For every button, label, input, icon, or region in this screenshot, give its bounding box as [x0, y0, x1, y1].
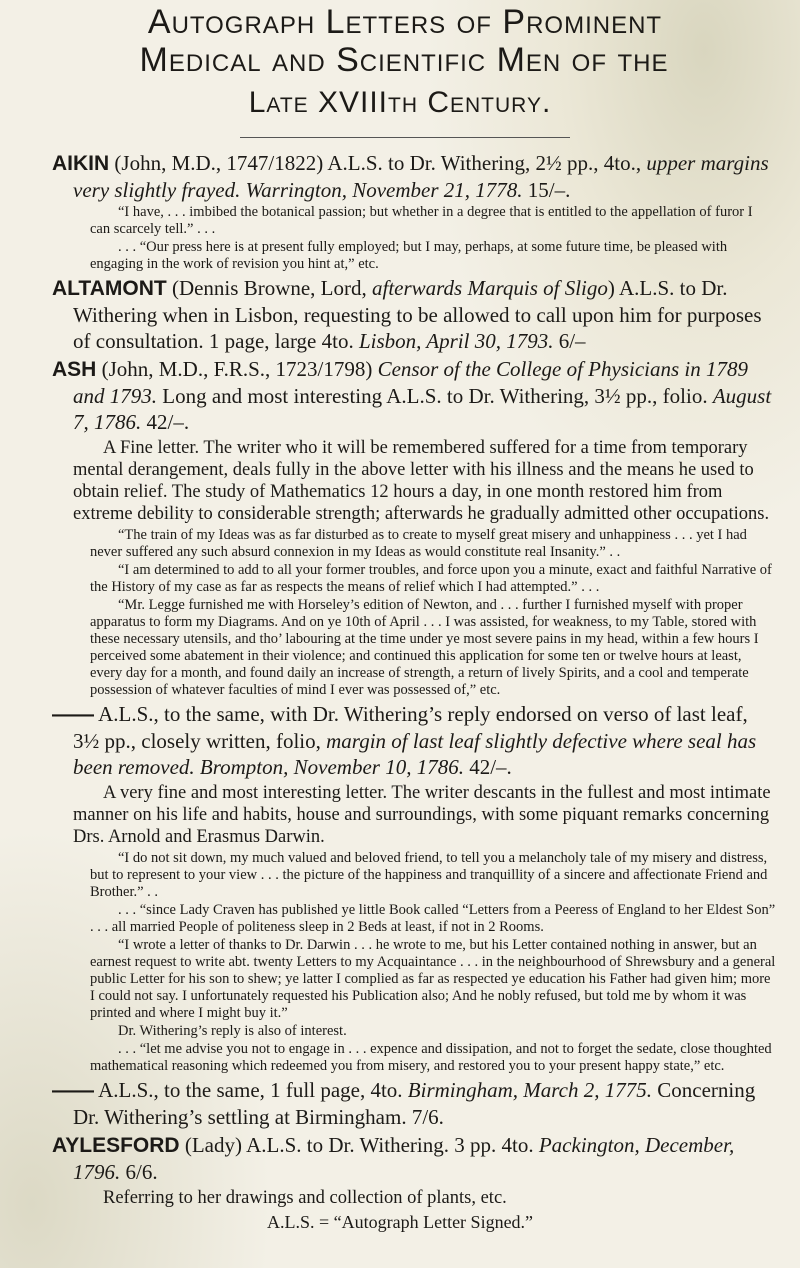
entry-3 — [0, 356, 800, 699]
entry-number — [28, 150, 52, 176]
entry-name: AYLESFORD — [52, 1134, 180, 1157]
entry-description: A very fine and most interesting letter. The writer descants in the fullest and most intimate manner on his life and habits, house and surroundings, with some piquant remarks concerning Drs. Arnold and Erasmus Darwin. — [73, 783, 771, 847]
quote: “I wrote a letter of thanks to Dr. Darwin . . . he wrote to me, but his Letter contained nothing in answer, but an earnest request to write abt. twenty Letters to my Acquaintance . . . in the neighbourhood of Shrewsbury and a general public Letter for his son to shew; ye latter I complied as far as respected ye education his Father had given him; more I could not say. I unfortunately requested his Publication also; And he nobly refused, but told me by whom it was printed and where I might buy it.” — [90, 937, 776, 1021]
quote: “The train of my Ideas was as far disturbed as to create to myself great misery and unhappiness . . . yet I had never suffered any such absurd connexion in my Ideas as would constitute real Insanity.” . . — [90, 527, 747, 560]
quote: . . . “Our press here is at present fully employed; but I may, perhaps, at some future time, be pleased with engaging in the work of revision you hint at,” etc. — [90, 239, 728, 272]
entry-heading: —— A.L.S., to the same, with Dr. Withering’s reply endorsed on verso of last leaf, 3½ pp., closely written, folio, margin of last leaf slightly defective where seal has been removed. Brompton, November 10, 1786. 42/–. — [28, 701, 776, 780]
entry-price: 42/–. — [463, 755, 512, 779]
entry-heading: AIKIN (John, M.D., 1747/1822) A.L.S. to Dr. Withering, 2½ pp., 4to., upper margins very slightly frayed. Warrington, November 21, 1778. 15/–. — [28, 150, 776, 203]
entry-heading: —— A.L.S., to the same, 1 full page, 4to. Birmingham, March 2, 1775. Concerning Dr. Withering’s settling at Birmingham. 7/6. — [28, 1077, 776, 1130]
entry-6 — [0, 1132, 800, 1209]
entry-name: —— — [52, 1079, 94, 1102]
header-line-2: Medical and Scientific Men of the — [139, 41, 669, 79]
entry-number — [28, 1132, 52, 1158]
entry-heading: AYLESFORD (Lady) A.L.S. to Dr. Withering. 3 pp. 4to. Packington, December, 1796. 6/6. — [28, 1132, 776, 1185]
entry-heading: ASH (John, M.D., F.R.S., 1723/1798) Censor of the College of Physicians in 1789 and 1793. Long and most interesting A.L.S. to Dr. Withering, 3½ pp., folio. August 7, 1786. 42/–. — [28, 356, 776, 435]
entry-number — [28, 275, 52, 301]
entry-number — [28, 1077, 52, 1103]
entry-price: 6/– — [553, 329, 586, 353]
entry-name: ALTAMONT — [52, 277, 167, 300]
entry-number — [28, 356, 52, 382]
entry-price: 6/6. — [120, 1160, 158, 1184]
entry-4 — [0, 701, 800, 1075]
entry-name: ASH — [52, 358, 97, 381]
entry-price: 15/–. — [522, 178, 571, 202]
entry-name: —— — [52, 703, 94, 726]
entry-heading: ALTAMONT (Dennis Browne, Lord, afterwards Marquis of Sligo) A.L.S. to Dr. Withering when in Lisbon, requesting to be allowed to call upon him for purposes of consultation. 1 page, large 4to. Lisbon, April 30, 1793. 6/– — [28, 275, 776, 354]
quote: . . . “since Lady Craven has published ye little Book called “Letters from a Peeress of England to her Eldest Son” . . . all married People of politeness sleep in 2 Beds at least, if not in 2 Rooms. — [90, 902, 776, 935]
quote: . . . “let me advise you not to engage in . . . expence and dissipation, and not to forget the sedate, close thoughted mathematical reasoning which redeemed you from misery, and restored you to your present happy state,” etc. — [90, 1041, 772, 1074]
entry-list — [0, 150, 800, 1233]
abbreviation-footnote: A.L.S. = “Autograph Letter Signed.” — [266, 1212, 534, 1232]
entry-number — [28, 701, 52, 727]
quote: “I have, . . . imbibed the botanical passion; but whether in a degree that is entitled to the appellation of furor I can scarcely tell.” . . . — [90, 204, 753, 237]
quote: “Mr. Legge furnished me with Horseley’s edition of Newton, and . . . further I furnished myself with proper apparatus to form my Diagrams. And on ye 10th of April . . . I was assisted, for weakness, to my Table, stored with these necessary utensils, and tho’ labouring at the time under ye most severe pains in my head, within a few hours I perceived some abatement in their violence; and continued this application for some ten or twelve hours at least, every day for a month, and found daily an increase of strength, a return of lively Spirits, and a cool and temperate possession of whatever faculties of mind I ever was possessed of,” etc. — [90, 597, 759, 698]
entry-description: Referring to her drawings and collection of plants, etc. — [103, 1188, 507, 1208]
header-line-3: Late XVIIIth Century. — [248, 86, 552, 119]
quote: “I do not sit down, my much valued and beloved friend, to tell you a melancholy tale of my misery and distress, but to represent to your view . . . the picture of the happiness and tranquillity of a sincere and affectionate Friend and Brother.” . . — [90, 850, 768, 900]
header-line-1: Autograph Letters of Prominent — [147, 3, 663, 41]
entry-1 — [0, 150, 800, 273]
header-divider — [240, 137, 570, 138]
entry-price: 42/–. — [141, 410, 190, 434]
entry-name: AIKIN — [52, 152, 110, 175]
quote: “I am determined to add to all your former troubles, and force upon you a minute, exact and faithful Narrative of the History of my case as far as respects the means of relief which I had attempted.” . . . — [90, 562, 772, 595]
entry-2 — [0, 275, 800, 354]
quote: Dr. Withering’s reply is also of interest. — [118, 1023, 347, 1039]
entry-description: A Fine letter. The writer who it will be remembered suffered for a time from temporary mental derangement, deals fully in the above letter with his illness and the means he used to obtain relief. The study of Mathematics 12 hours a day, in one month restored him from extreme debility to considerable strength; afterwards he gradually admitted other occupations. — [73, 438, 770, 524]
entry-5 — [0, 1077, 800, 1130]
